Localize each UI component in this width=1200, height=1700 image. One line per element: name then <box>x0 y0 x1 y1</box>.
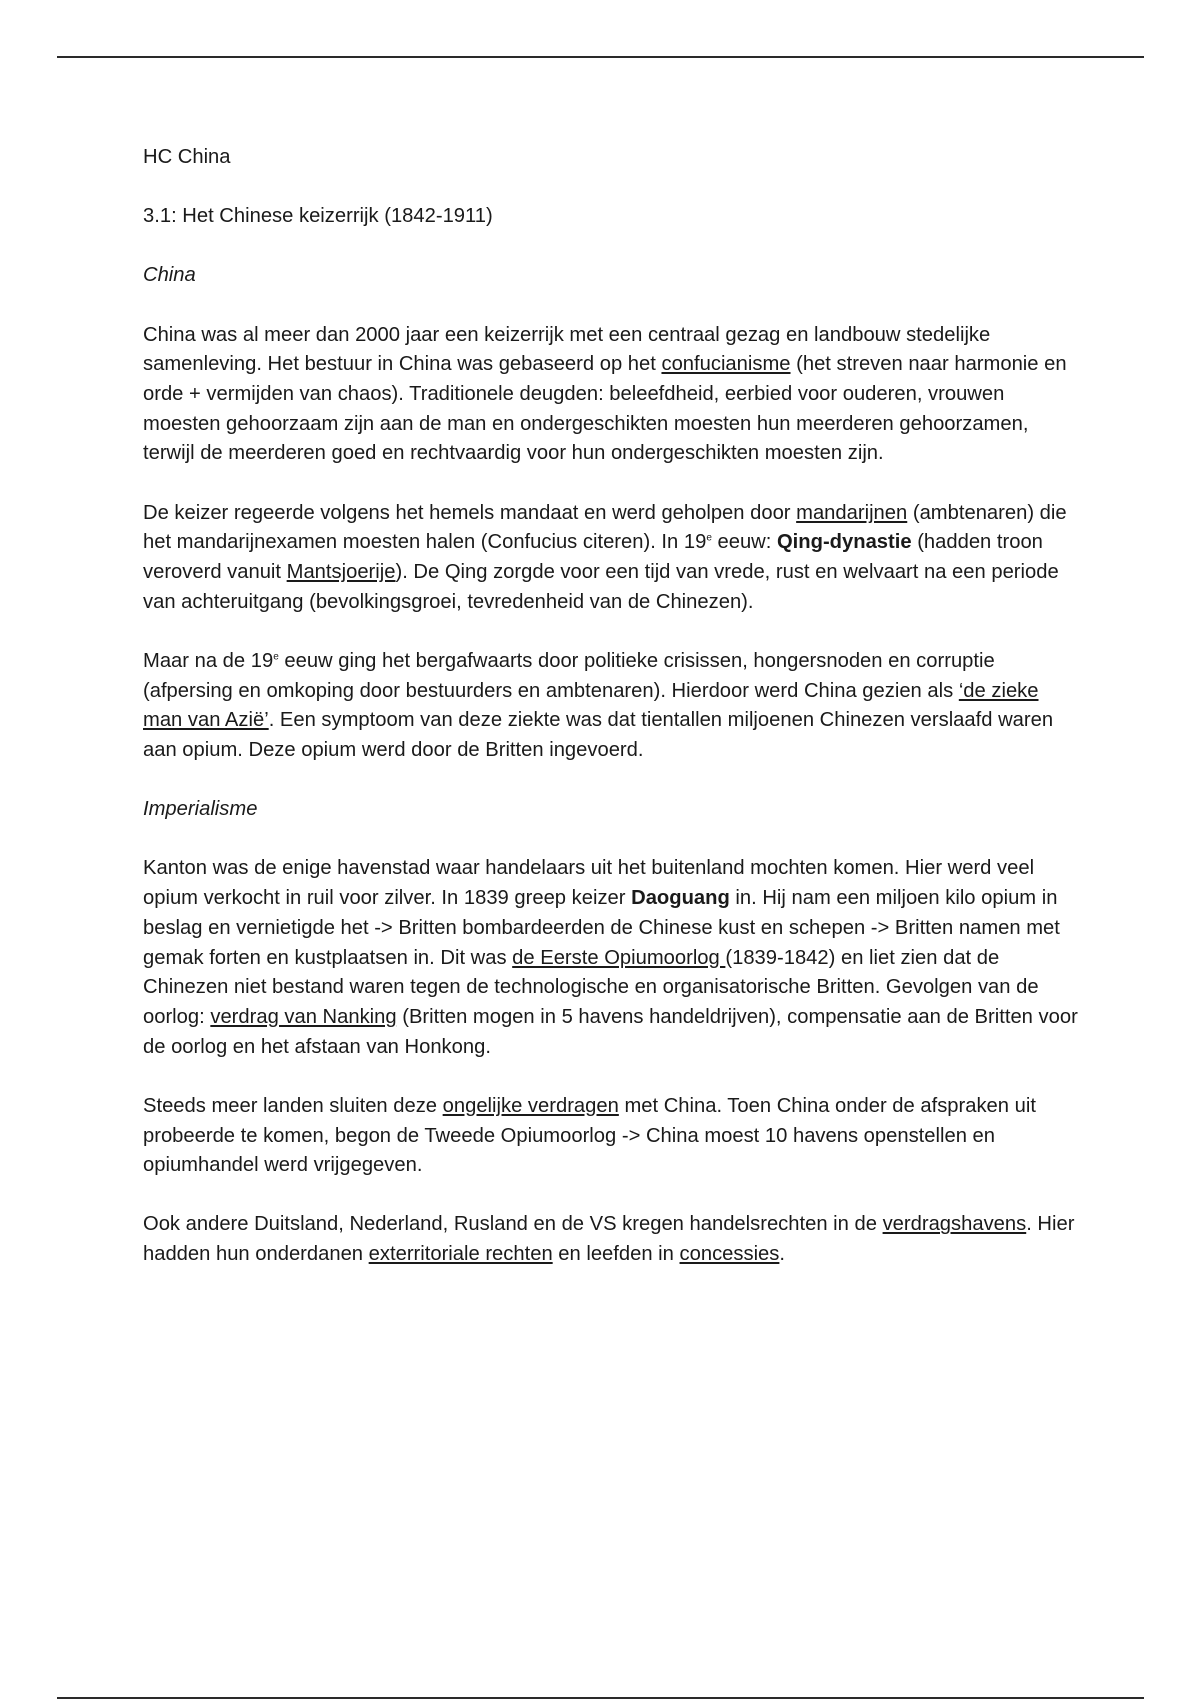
term-exterritoriale-rechten: exterritoriale rechten <box>368 1243 553 1266</box>
paragraph-imperialisme-3: Ook andere Duitsland, Nederland, Rusland en de VS kregen handelsrechten in de verdragshavens. Hier hadden hun onderdanen exterritoriale rechten en leefden in concessies. <box>143 1213 1075 1266</box>
paragraph-china-2: De keizer regeerde volgens het hemels mandaat en werd geholpen door mandarijnen (ambtenaren) die het mandarijnexamen moesten halen (Confucius citeren). In 19e eeuw: Qing-dynastie (hadden troon veroverd vanuit Mantsjoerije). De Qing zorgde voor een tijd van vrede, rust en welvaart na een periode van achteruitgang (bevolkingsgroei, tevredenheid van de Chinezen). <box>143 501 1067 613</box>
term-concessies: concessies <box>679 1243 780 1266</box>
term-confucianisme: confucianisme <box>661 353 791 376</box>
term-qing-dynastie: Qing-dynastie <box>776 531 912 554</box>
term-daoguang: Daoguang <box>631 887 730 910</box>
section-title: 3.1: Het Chinese keizerrijk (1842-1911) <box>143 205 493 228</box>
term-ongelijke-verdragen: ongelijke verdragen <box>442 1094 619 1117</box>
term-mandarijnen: mandarijnen <box>796 501 908 524</box>
term-zieke-man: ‘de zieke man van Azië’ <box>143 679 1039 732</box>
subheading-imperialisme: Imperialisme <box>143 798 258 821</box>
paragraph-china-1: China was al meer dan 2000 jaar een keizerrijk met een centraal gezag en landbouw stedelijke samenleving. Het bestuur in China was gebaseerd op het confucianisme (het streven naar harmonie en orde + vermijden van chaos). Traditionele deugden: beleefdheid, eerbied voor ouderen, vrouwen moesten gehoorzaam zijn aan de man en ondergeschikten moesten hun meerderen gehoorzamen, terwijl de meerderen goed en rechtvaardig voor hun ondergeschikten moesten zijn. <box>143 323 1067 465</box>
term-verdragshavens: verdragshavens <box>882 1213 1027 1236</box>
term-eerste-opiumoorlog: de Eerste Opiumoorlog <box>512 946 726 969</box>
subheading-china: China <box>143 264 196 287</box>
top-rule <box>57 56 1144 58</box>
document-title: HC China <box>143 146 231 168</box>
paragraph-imperialisme-2: Steeds meer landen sluiten deze ongelijke verdragen met China. Toen China onder de afspraken uit probeerde te komen, begon de Tweede Opiumoorlog -> China moest 10 havens openstellen en opiumhandel werd vrijgegeven. <box>143 1094 1036 1177</box>
document-body <box>143 143 1078 1299</box>
paragraph-imperialisme-1: Kanton was de enige havenstad waar handelaars uit het buitenland mochten komen. Hier werd veel opium verkocht in ruil voor zilver. In 1839 greep keizer Daoguang in. Hij nam een miljoen kilo opium in beslag en vernietigde het -> Britten bombardeerden de Chinese kust en schepen -> Britten namen met gemak forten en kustplaatsen in. Dit was de Eerste Opiumoorlog (1839-1842) en liet zien dat de Chinezen niet bestand waren tegen de technologische en organisatorische Britten. Gevolgen van de oorlog: verdrag van Nanking (Britten mogen in 5 havens handeldrijven), compensatie aan de Britten voor de oorlog en het afstaan van Honkong. <box>143 857 1078 1058</box>
paragraph-china-3: Maar na de 19e eeuw ging het bergafwaarts door politieke crisissen, hongersnoden en corruptie (afpersing en omkoping door bestuurders en ambtenaren). Hierdoor werd China gezien als ‘de zieke man van Azië’. Een symptoom van deze ziekte was dat tientallen miljoenen Chinezen verslaafd waren aan opium. Deze opium werd door de Britten ingevoerd. <box>143 649 1054 762</box>
term-mantsjoerije: Mantsjoerije <box>286 561 396 584</box>
bottom-rule <box>57 1697 1144 1699</box>
term-verdrag-van-nanking: verdrag van Nanking <box>210 1005 397 1028</box>
